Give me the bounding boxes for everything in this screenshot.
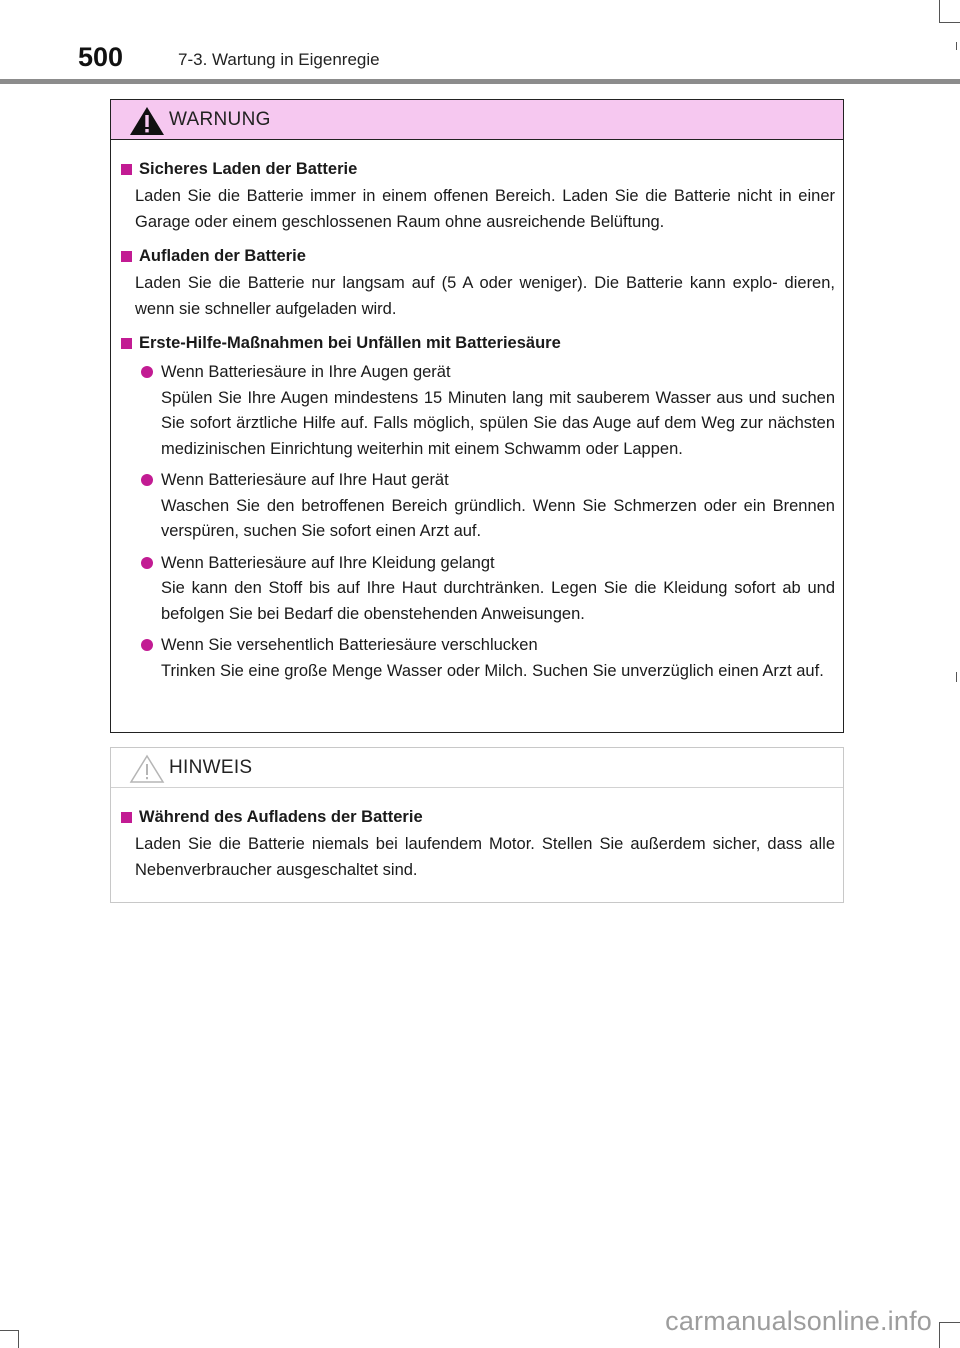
note-body bbox=[111, 788, 843, 883]
first-aid-text: Spülen Sie Ihre Augen mindestens 15 Minuten lang mit sauberem Wasser aus und suchen Sie sofort ärztliche Hilfe auf. Falls möglich, spülen Sie das Auge auf dem Weg zur nächsten medizinischen Einrichtung weiterhin mit einem Schwamm oder Lappen. bbox=[161, 388, 835, 458]
square-bullet-icon bbox=[121, 338, 132, 349]
first-aid-lead: Wenn Sie versehentlich Batteriesäure verschlucken bbox=[161, 636, 538, 654]
first-aid-item bbox=[141, 360, 835, 462]
crop-mark bbox=[0, 1330, 18, 1331]
square-bullet-icon bbox=[121, 164, 132, 175]
note-title: HINWEIS bbox=[169, 757, 253, 778]
warning-title: WARNUNG bbox=[169, 109, 271, 130]
caution-triangle-outline-icon bbox=[129, 754, 165, 784]
circle-bullet-icon bbox=[141, 366, 153, 378]
first-aid-lead: Wenn Batteriesäure auf Ihre Kleidung gelangt bbox=[161, 553, 495, 572]
page-header bbox=[0, 38, 960, 88]
crop-mark bbox=[956, 672, 957, 682]
first-aid-lead: Wenn Batteriesäure in Ihre Augen gerät bbox=[161, 363, 451, 381]
first-aid-text: Trinken Sie eine große Menge Wasser oder Milch. Suchen Sie unverzüglich einen Arzt auf. bbox=[161, 661, 824, 680]
circle-bullet-icon bbox=[141, 557, 153, 569]
first-aid-item bbox=[141, 468, 835, 545]
warning-item-text: Laden Sie die Batterie nur langsam auf (5 A oder weniger). Die Batterie kann explo- dieren, wenn sie schneller aufgeladen wird. bbox=[135, 274, 835, 318]
watermark: carmanualsonline.info bbox=[665, 1306, 932, 1336]
warning-triangle-icon bbox=[129, 106, 165, 136]
warning-item-title bbox=[121, 330, 835, 356]
section-title: 7-3. Wartung in Eigenregie bbox=[178, 50, 380, 69]
note-box bbox=[110, 747, 844, 903]
warning-header bbox=[111, 100, 843, 140]
note-header bbox=[111, 748, 843, 788]
item-title-text: Aufladen der Batterie bbox=[139, 247, 306, 265]
crop-mark bbox=[939, 22, 960, 23]
circle-bullet-icon bbox=[141, 474, 153, 486]
warning-item-text: Laden Sie die Batterie immer in einem offenen Bereich. Laden Sie die Batterie nicht in einer Garage oder einem geschlossenen Raum ohne ausreichende Belüftung. bbox=[135, 187, 835, 231]
first-aid-lead: Wenn Batteriesäure auf Ihre Haut gerät bbox=[161, 471, 449, 489]
item-title-text: Erste-Hilfe-Maßnahmen bei Unfällen mit Batteriesäure bbox=[139, 334, 561, 352]
header-rule bbox=[0, 79, 960, 84]
warning-box bbox=[110, 99, 844, 733]
crop-mark bbox=[939, 1322, 960, 1323]
circle-bullet-icon bbox=[141, 639, 153, 651]
note-item-text: Laden Sie die Batterie niemals bei laufendem Motor. Stellen Sie außerdem sicher, dass alle Nebenverbraucher ausgeschaltet sind. bbox=[135, 835, 835, 879]
crop-mark bbox=[18, 1330, 19, 1348]
warning-body bbox=[111, 140, 843, 684]
square-bullet-icon bbox=[121, 812, 132, 823]
first-aid-text: Waschen Sie den betroffenen Bereich gründlich. Wenn Sie Schmerzen oder ein Brennen verspüren, suchen Sie sofort einen Arzt auf. bbox=[161, 496, 835, 540]
item-title-text: Sicheres Laden der Batterie bbox=[139, 160, 358, 178]
note-item-title bbox=[121, 804, 835, 830]
warning-item-title bbox=[121, 156, 835, 182]
warning-item-title bbox=[121, 243, 835, 269]
first-aid-item bbox=[141, 633, 835, 684]
crop-mark bbox=[939, 1322, 940, 1348]
page-number: 500 bbox=[78, 42, 124, 72]
item-title-text: Während des Aufladens der Batterie bbox=[139, 808, 423, 826]
crop-mark bbox=[939, 0, 940, 22]
square-bullet-icon bbox=[121, 251, 132, 262]
first-aid-item bbox=[141, 551, 835, 628]
first-aid-text: Sie kann den Stoff bis auf Ihre Haut durchtränken. Legen Sie die Kleidung sofort ab und befolgen Sie bei Bedarf die obenstehenden Anweisungen. bbox=[161, 579, 835, 623]
